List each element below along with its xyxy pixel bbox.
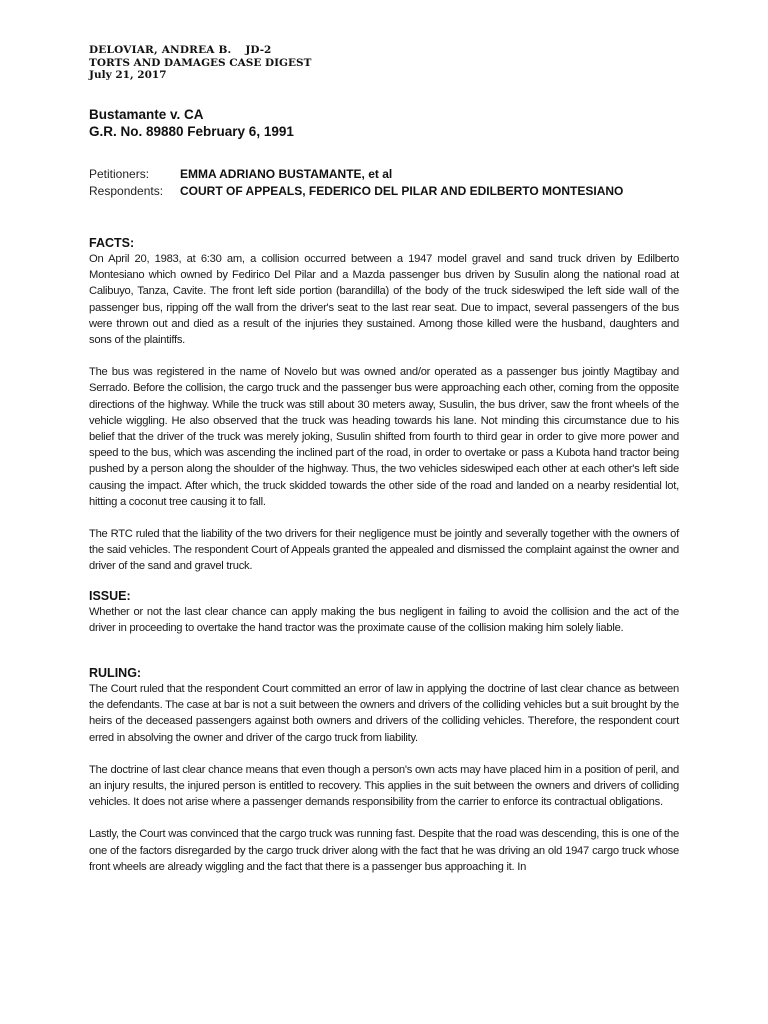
ruling-paragraph: The Court ruled that the respondent Court committed an error of law in applying the doctrine of last clear chance as between the defendants. The case at bar is not a suit between the owners and drivers of the colliding vehicles but a suit brought by the heirs of the deceased passengers against both owners and drivers of the colliding vehicles. Therefore, the respondent court erred in absolving the owner and driver of the cargo truck from liability. [89,683,679,744]
ruling-heading: RULING: [89,666,142,681]
petitioners-value: EMMA ADRIANO BUSTAMANTE, et al [180,167,393,181]
parties-block [89,166,623,200]
facts-paragraph: On April 20, 1983, at 6:30 am, a collision occurred between a 1947 model gravel and sand truck driven by Edilberto Montesiano which owned by Fedirico Del Pilar and a Mazda passenger bus driven by Susulin along the national road at Calibuyo, Tanza, Cavite. The front left side portion (barandilla) of the body of the truck sideswiped the left side wall of the passenger bus, ripping off the wall from the driver's seat to the last rear seat. Due to impact, several passengers of the bus were thrown out and died as a result of the injuries they sustained. Among those killed were the husband, daughters and sons of the plaintiffs. [89,253,679,347]
ruling-paragraph: The doctrine of last clear chance means that even though a person's own acts may have placed him in a position of peril, and an injury results, the injured person is entitled to recovery. This applies in the suit between the owners and drivers of colliding vehicles. It does not arise where a passenger demands responsibility from the carrier to enforce its contractual obligations. [89,763,679,809]
digest-body [89,236,679,875]
facts-paragraph: The bus was registered in the name of Novelo but was owned and/or operated as a passenger bus jointly Magtibay and Serrado. Before the collision, the cargo truck and the passenger bus were approaching each other, coming from the opposite directions of the highway. While the truck was still about 30 meters away, Susulin, the bus driver, saw the front wheels of the vehicle wiggling. He also observed that the truck was heading towards his lane. Not minding this circumstance due to his belief that the driver of the truck was merely joking, Susulin shifted from fourth to third gear in order to give more power and speed to the bus, which was ascending the inclined part of the road, in order to overtake or pass a Kubota hand tractor being pushed by a person along the shoulder of the highway. Thus, the two vehicles sideswiped each other at each other's left side causing the impact. After which, the truck skidded towards the other side of the road and landed on a nearby residential lot, hitting a coconut tree causing it to fall. [89,366,679,508]
subject-line: TORTS AND DAMAGES CASE DIGEST [89,56,312,69]
author-line [89,44,311,57]
document-header [89,44,311,82]
case-title: Bustamante v. CA [89,107,204,122]
section-code: JD-2 [245,44,272,56]
ruling-paragraph: Lastly, the Court was convinced that the cargo truck was running fast. Despite that the road was descending, this is one of the one of the factors disregarded by the cargo truck driver along with the fact that he was driving an old 1947 cargo truck whose front wheels are already wiggling and the fact that there is a passenger bus approaching it. In [89,828,679,873]
respondents-row [89,183,623,200]
petitioners-label: Petitioners: [89,167,150,181]
respondents-value: COURT OF APPEALS, FEDERICO DEL PILAR AND EDILBERTO MONTESIANO [180,184,624,198]
case-title-block [89,106,294,140]
author-name: DELOVIAR, ANDREA B. [89,44,232,56]
issue-paragraph: Whether or not the last clear chance can apply making the bus negligent in failing to avoid the collision and the act of the driver in proceeding to overtake the hand tractor was the proximate cause of the collision making him solely liable. [89,605,679,634]
respondents-label: Respondents: [89,184,164,198]
facts-paragraph: The RTC ruled that the liability of the two drivers for their negligence must be jointly and severally together with the owners of the said vehicles. The respondent Court of Appeals granted the appealed and dismissed the complaint against the owner and driver of the sand and gravel truck. [89,528,679,573]
facts-heading: FACTS: [89,236,135,250]
date-line: July 21, 2017 [89,69,167,81]
issue-heading: ISSUE: [89,588,131,603]
gr-number: G.R. No. 89880 February 6, 1991 [89,124,294,139]
petitioners-row [89,166,623,183]
